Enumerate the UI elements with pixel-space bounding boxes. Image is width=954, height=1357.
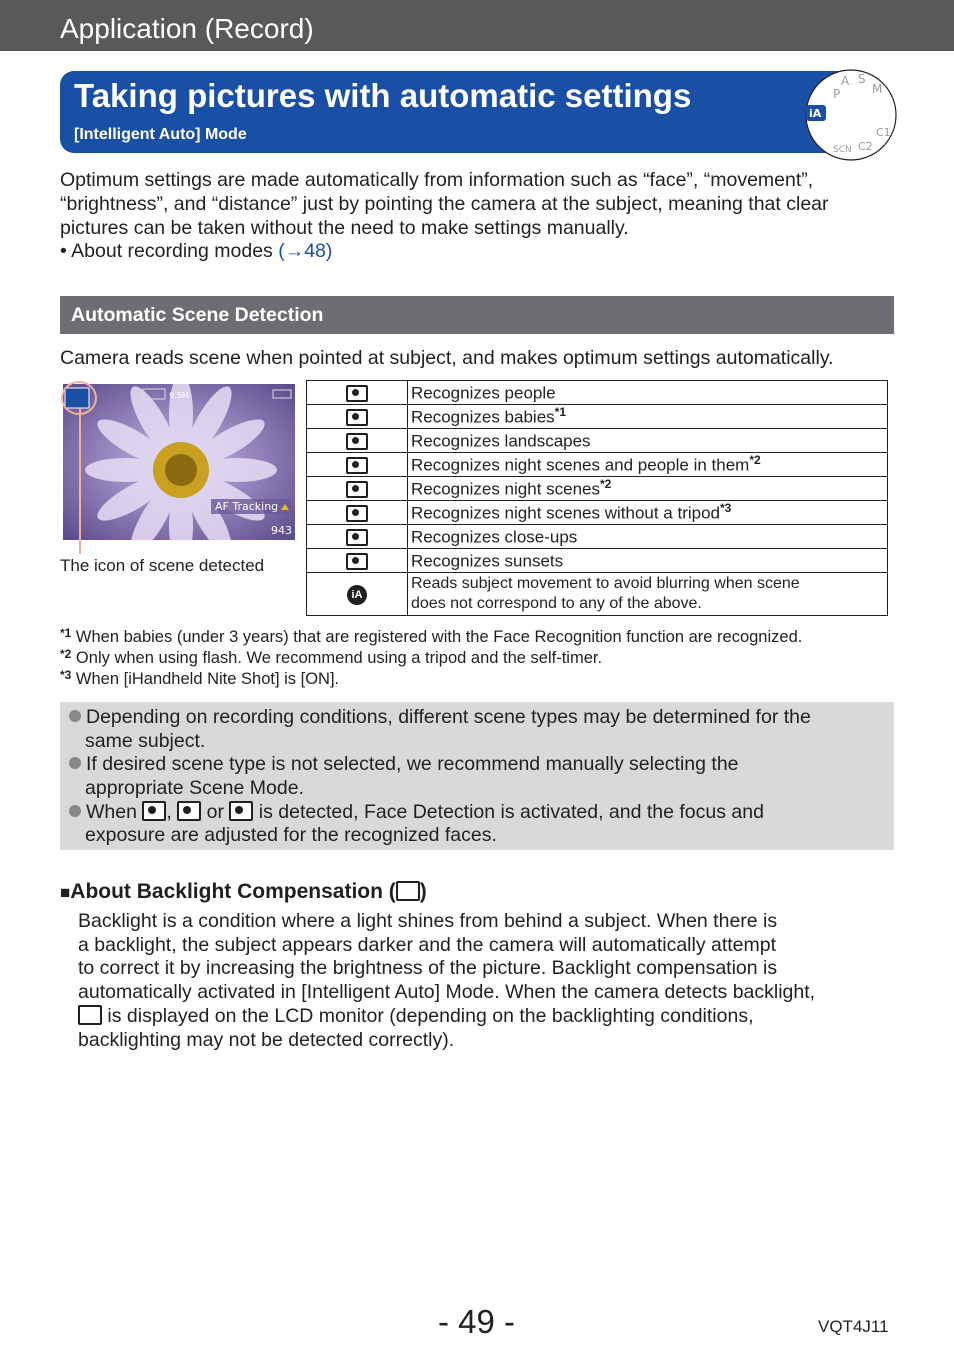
- scene-text: Reads subject movement to avoid blurring when scene does not correspond to any of the above.: [408, 573, 888, 616]
- page-number: - 49 -: [438, 1303, 516, 1340]
- bullet-icon: [69, 757, 81, 769]
- intro-line-2: “brightness”, and “distance” just by pointing the camera at the subject, meaning that clear: [60, 193, 829, 215]
- backlight-icon: [78, 1005, 102, 1025]
- dial-selected-ia: iA: [809, 107, 822, 120]
- scene-text: Recognizes night scenes without a tripod$^{*3}$: [408, 501, 888, 525]
- table-row: [307, 501, 888, 525]
- bullet-icon: [69, 710, 81, 722]
- i-portrait-icon: [346, 385, 368, 402]
- dial-letter-s: S: [858, 72, 866, 86]
- backlight-line: automatically activated in [Intelligent Auto] Mode. When the camera detects backlight,: [78, 981, 816, 1004]
- i-portrait-icon: [142, 801, 166, 821]
- recording-modes-link[interactable]: (→48): [278, 240, 333, 262]
- dial-letter-p: P: [833, 87, 841, 101]
- top-header-bar: [0, 0, 954, 51]
- screen-shots: 943: [271, 524, 292, 537]
- table-row: [307, 429, 888, 453]
- i-baby-icon: [177, 801, 201, 821]
- scene-text: Recognizes landscapes: [408, 429, 888, 453]
- intro-line-1: Optimum settings are made automatically from information such as “face”, “movement”,: [60, 169, 814, 191]
- page-title: Taking pictures with automatic settings: [74, 77, 692, 114]
- backlight-icon: [396, 881, 420, 901]
- i-night-portrait-icon: [346, 457, 368, 474]
- table-row: [307, 525, 888, 549]
- callout-line: [79, 408, 81, 554]
- section-lead: Camera reads scene when pointed at subject, and makes optimum settings automatically.: [60, 347, 834, 369]
- i-night-scenery-icon: [346, 481, 368, 498]
- i-macro-icon: [346, 529, 368, 546]
- scene-table: [306, 380, 888, 616]
- table-row: [307, 405, 888, 429]
- note-3: When , or is detected, Face Detection is activated, and the focus and: [69, 801, 764, 825]
- table-row: [307, 381, 888, 405]
- scene-text: Recognizes sunsets: [408, 549, 888, 573]
- table-row: [307, 477, 888, 501]
- backlight-line: backlighting may not be detected correctly).: [78, 1028, 455, 1051]
- footnote-2: $^{*2}$ Only when using flash. We recommend using a tripod and the self-timer.: [60, 647, 603, 667]
- backlight-line: Backlight is a condition where a light shines from behind a subject. When there is: [78, 910, 778, 932]
- bullet-icon: [69, 805, 81, 817]
- backlight-line: is displayed on the LCD monitor (depending on the backlighting conditions,: [78, 1005, 815, 1029]
- note-3-cont: exposure are adjusted for the recognized faces.: [85, 824, 497, 846]
- scene-text: Recognizes night scenes$^{*2}$: [408, 477, 888, 501]
- dial-letter-a: A: [841, 74, 850, 88]
- scene-text: Recognizes close-ups: [408, 525, 888, 549]
- mode-dial-icon: [803, 68, 899, 162]
- title-box: [60, 71, 860, 153]
- i-sunset-icon: [346, 553, 368, 570]
- scene-text: Recognizes people: [408, 381, 888, 405]
- page-subtitle: [Intelligent Auto] Mode: [74, 126, 247, 143]
- lcd-screen-image: [63, 384, 295, 540]
- dial-letter-c2: C2: [858, 140, 873, 153]
- backlight-heading: ■About Backlight Compensation ( ): [60, 880, 427, 903]
- note-1-cont: same subject.: [85, 730, 206, 752]
- note-2: If desired scene type is not selected, we recommend manually selecting the: [69, 753, 739, 777]
- scene-text: Recognizes babies$^{*1}$: [408, 405, 888, 429]
- backlight-line: to correct it by increasing the brightness of the picture. Backlight compensation is: [78, 957, 778, 980]
- i-scenery-icon: [346, 433, 368, 450]
- i-handheld-nite-icon: [346, 505, 368, 522]
- section-title: Application (Record): [60, 13, 314, 44]
- scene-text: Recognizes night scenes and people in them$^{*2}$: [408, 453, 888, 477]
- section-heading: Automatic Scene Detection: [71, 304, 324, 326]
- document-code: VQT4J11: [818, 1317, 889, 1336]
- screen-af-label: AF Tracking: [215, 500, 279, 513]
- square-bullet-icon: ■: [60, 883, 71, 902]
- table-row: [307, 453, 888, 477]
- note-2-cont: appropriate Scene Mode.: [85, 777, 304, 799]
- table-row: [307, 573, 888, 616]
- screen-caption: The icon of scene detected: [60, 556, 265, 575]
- section-bar: [60, 296, 894, 334]
- dial-letter-scn: SCN: [833, 145, 852, 155]
- backlight-body: [78, 910, 815, 1052]
- ia-icon: iA: [347, 585, 367, 605]
- table-row: [307, 549, 888, 573]
- footnote-3: $^{*3}$ When [iHandheld Nite Shot] is [ON].: [60, 668, 340, 688]
- intro-bullet-text: • About recording modes: [60, 240, 279, 262]
- backlight-line: a backlight, the subject appears darker and the camera will automatically attempt: [78, 933, 777, 956]
- note-1: Depending on recording conditions, different scene types may be determined for the: [69, 706, 811, 730]
- intro-bullet: [60, 239, 332, 263]
- dial-letter-m: M: [872, 82, 883, 96]
- intro-line-3: pictures can be taken without the need to make settings manually.: [60, 217, 629, 239]
- footnote-1: $^{*1}$ When babies (under 3 years) that are registered with the Face Recognition function are recognized.: [60, 626, 803, 646]
- dial-letter-c1: C1: [876, 126, 891, 139]
- notes-box: [60, 702, 894, 850]
- i-night-portrait-icon: [229, 801, 253, 821]
- screen-size: 9.5M: [169, 391, 189, 400]
- i-baby-icon: [346, 409, 368, 426]
